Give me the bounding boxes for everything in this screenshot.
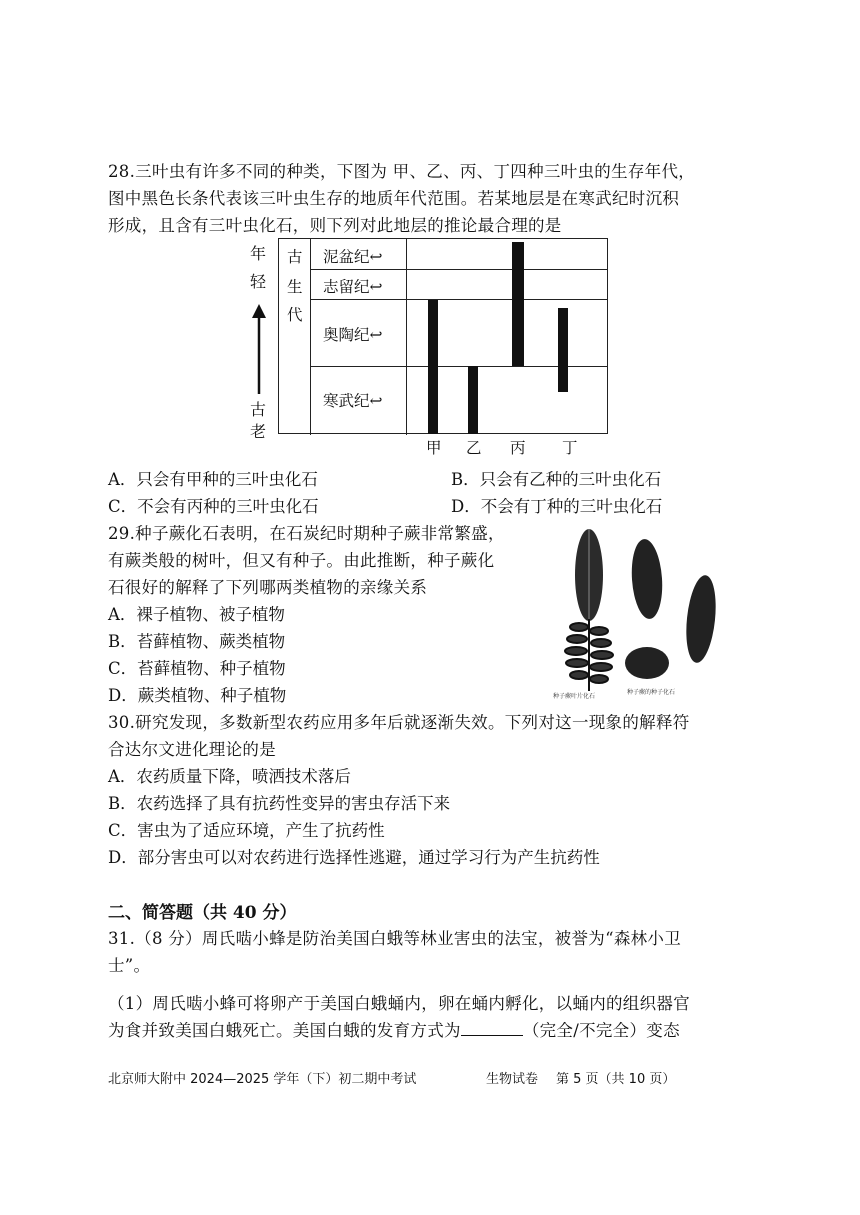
q31-sub1-line-2 — [108, 1017, 680, 1041]
era-char-3: 代 — [287, 306, 303, 324]
answer-blank[interactable] — [461, 1021, 523, 1036]
y-bottom-label-1: 古 — [250, 400, 267, 419]
range-bar-bing — [512, 242, 524, 366]
period-ordovician: 奥陶纪↩ — [323, 326, 383, 344]
footer-page: 第 5 页（共 10 页） — [556, 1072, 676, 1087]
q28-stem-line-3: 形成，且含有三叶虫化石，则下列对此地层的推论最合理的是 — [108, 216, 562, 235]
q31-stem-line-2: 士”。 — [108, 956, 151, 975]
q30-stem-line-1: 30.研究发现，多数新型农药应用多年后就逐渐失效。下列对这一现象的解释符 — [108, 713, 690, 732]
range-bar-yi — [468, 366, 478, 434]
q29-option-b: B．苔藓植物、蕨类植物 — [108, 632, 286, 651]
q30-option-b: B．农药选择了具有抗药性变异的害虫存活下来 — [108, 794, 451, 813]
y-top-label-1: 年 — [250, 244, 267, 263]
q28-option-c: C．不会有丙种的三叶虫化石 — [108, 497, 319, 516]
q31-sub1-text-after: （完全/不完全）变态 — [522, 1021, 680, 1040]
fossil-caption-left: 种子蕨叶片化石 — [553, 693, 596, 700]
q30-stem-line-2: 合达尔文进化理论的是 — [108, 740, 276, 759]
period-devonian: 泥盆纪↩ — [323, 248, 383, 266]
range-bar-ding — [558, 308, 568, 392]
arrow-up-icon — [250, 304, 268, 396]
x-label-ding: 丁 — [562, 439, 578, 457]
trilobite-range-chart — [248, 238, 608, 458]
q28-option-a: A．只会有甲种的三叶虫化石 — [108, 470, 318, 489]
era-char-2: 生 — [287, 278, 303, 296]
q29-option-d: D．蕨类植物、种子植物 — [108, 686, 287, 705]
fossil-caption-right: 种子蕨的种子化石 — [627, 689, 676, 696]
q30-option-a: A．农药质量下降，喷洒技术落后 — [108, 767, 351, 786]
y-bottom-label-2: 老 — [250, 422, 267, 441]
footer-school: 北京师大附中 2024—2025 学年（下）初二期中考试 — [108, 1072, 417, 1087]
q28-option-d: D．不会有丁种的三叶虫化石 — [451, 497, 663, 516]
q31-sub1-line-1: （1）周氏啮小蜂可将卵产于美国白蛾蛹内，卵在蛹内孵化，以蛹内的组织器官 — [108, 994, 690, 1013]
period-silurian: 志留纪↩ — [323, 278, 383, 296]
period-cambrian: 寒武纪↩ — [323, 392, 383, 410]
q29-stem-line-1: 29.种子蕨化石表明，在石炭纪时期种子蕨非常繁盛， — [108, 524, 505, 543]
q29-stem-line-3: 石很好的解释了下列哪两类植物的亲缘关系 — [108, 578, 428, 597]
era-char-1: 古 — [287, 248, 303, 266]
x-label-bing: 丙 — [510, 439, 526, 457]
q30-option-c: C．害虫为了适应环境，产生了抗药性 — [108, 821, 385, 840]
q28-stem-line-2: 图中黑色长条代表该三叶虫生存的地质年代范围。若某地层是在寒武纪时沉积 — [108, 189, 680, 208]
q29-option-c: C．苔藓植物、种子植物 — [108, 659, 286, 678]
footer-subject: 生物试卷 — [486, 1072, 539, 1087]
q28-option-b: B．只会有乙种的三叶虫化石 — [451, 470, 662, 489]
x-label-jia: 甲 — [426, 439, 442, 457]
section-title: 二、简答题（共 40 分） — [108, 903, 297, 923]
q31-sub1-text-before: 为食并致美国白蛾死亡。美国白蛾的发育方式为 — [108, 1021, 461, 1040]
q28-stem-line-1: 28.三叶虫有许多不同的种类，下图为 甲、乙、丙、丁四种三叶虫的生存年代， — [108, 162, 696, 181]
q30-option-d: D．部分害虫可以对农药进行选择性逃避，通过学习行为产生抗药性 — [108, 848, 600, 867]
x-label-yi: 乙 — [466, 439, 482, 457]
seed-fern-fossil-image — [553, 523, 725, 701]
q31-stem-line-1: 31.（8 分）周氏啮小蜂是防治美国白蛾等林业害虫的法宝，被誉为“森林小卫 — [108, 929, 682, 948]
q29-option-a: A．裸子植物、被子植物 — [108, 605, 285, 624]
q29-stem-line-2: 有蕨类般的树叶，但又有种子。由此推断，种子蕨化 — [108, 551, 495, 570]
y-top-label-2: 轻 — [250, 272, 267, 291]
range-bar-jia — [428, 300, 438, 434]
